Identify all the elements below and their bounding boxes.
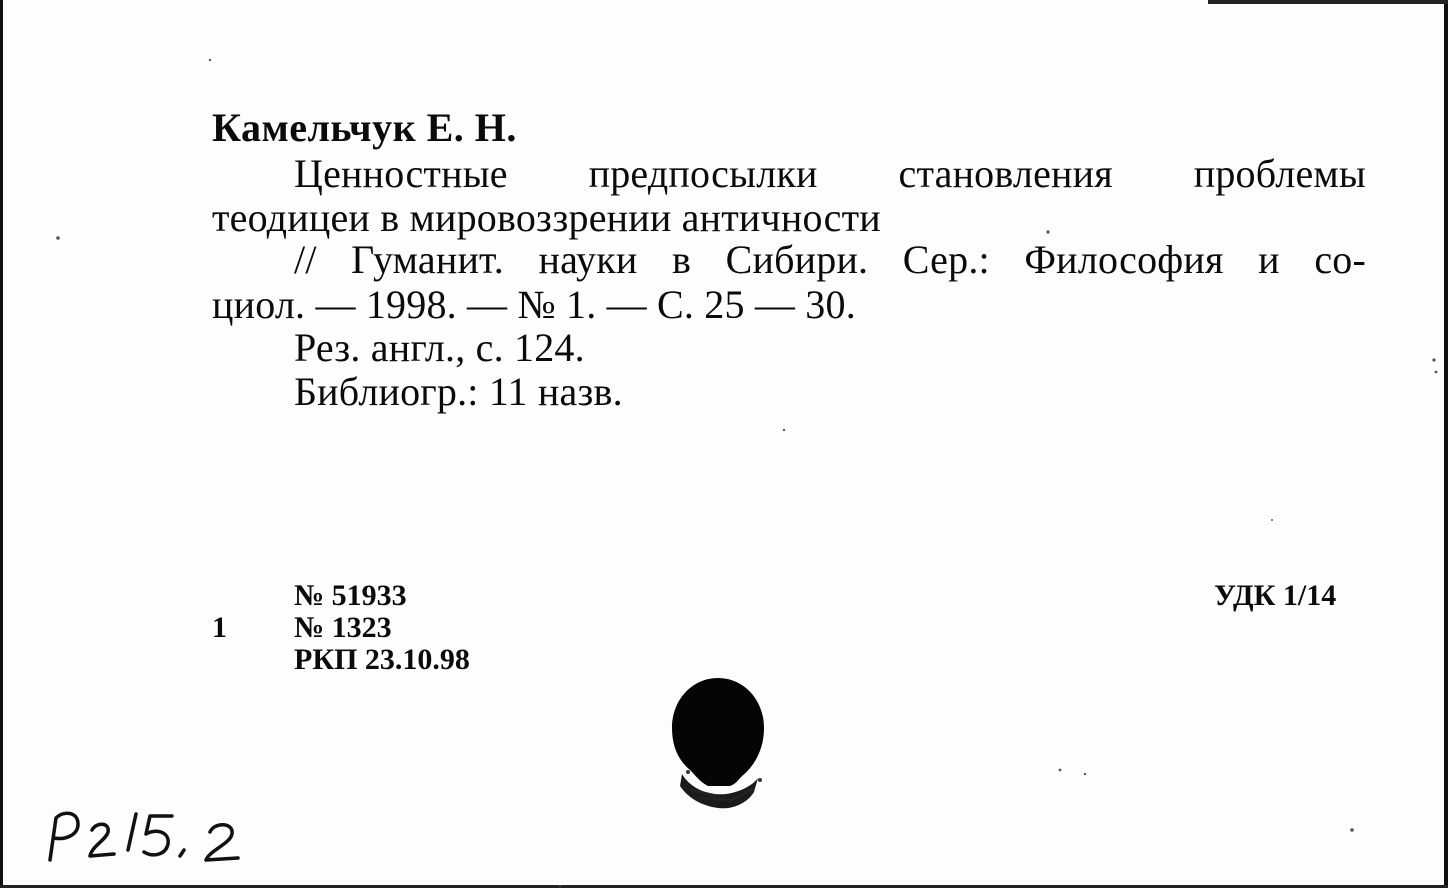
card-left-edge bbox=[0, 0, 3, 888]
udk-code: УДК 1/14 bbox=[1214, 579, 1337, 612]
punch-hole-icon bbox=[668, 672, 768, 822]
issue-number: № 1323 bbox=[294, 611, 392, 644]
source-line-2: циол. — 1998. — № 1. — С. 25 — 30. bbox=[212, 282, 856, 327]
card-right-edge bbox=[1444, 0, 1448, 888]
summary-note: Рез. англ., с. 124. bbox=[294, 325, 585, 370]
author-name: Камельчук Е. Н. bbox=[212, 105, 517, 150]
registration-number: № 51933 bbox=[294, 579, 407, 612]
title-line-2: теодицеи в мировоззрении античности bbox=[212, 195, 881, 240]
title-line-1: Ценностные предпосылки становления проблемы bbox=[294, 151, 1366, 196]
card-top-edge-fragment bbox=[1208, 0, 1448, 4]
rkp-date: РКП 23.10.98 bbox=[294, 643, 470, 676]
handwritten-shelfmark bbox=[34, 794, 284, 874]
source-line-1: // Гуманит. науки в Сибири. Сер.: Философия и со- bbox=[294, 237, 1366, 282]
copies-count: 1 bbox=[212, 611, 227, 644]
bibliography-note: Библиогр.: 11 назв. bbox=[294, 369, 623, 414]
